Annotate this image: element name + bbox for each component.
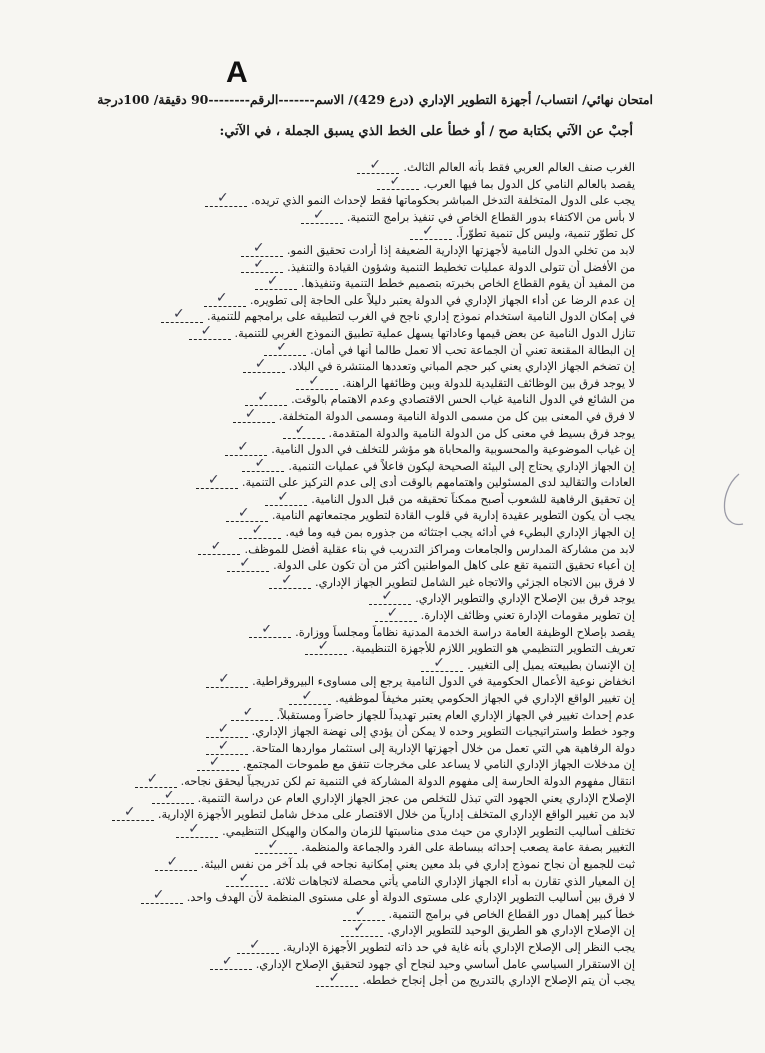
question-item bbox=[60, 442, 635, 459]
checkmark-icon: ✓ bbox=[261, 624, 273, 638]
answer-blank[interactable] bbox=[421, 657, 463, 672]
checkmark-icon: ✓ bbox=[281, 574, 293, 588]
checkmark-icon: ✓ bbox=[173, 309, 185, 323]
question-item bbox=[60, 724, 635, 741]
exam-header: امتحان نهائي/ انتساب/ أجهزة التطوير الإداري (درع 429)/ الاسم-------الرقم--------90 دقيقة/ 100درجة bbox=[97, 92, 653, 107]
question-text: يجب أن يكون التطوير عقيدة إدارية في قلوب القادة لتطوير مجتمعاتهم النامية. bbox=[271, 509, 635, 523]
checkmark-icon: ✓ bbox=[152, 890, 165, 903]
question-text: يوجد فرق بسيط في معنى كل من الدولة النامية والدولة المتقدمة. bbox=[328, 426, 635, 440]
question-text: لا بأس من الاكتفاء بدور القطاع الخاص في تنفيذ برامج التنمية. bbox=[346, 210, 635, 224]
question-item bbox=[60, 243, 635, 260]
answer-blank[interactable] bbox=[269, 574, 311, 589]
question-item bbox=[60, 940, 635, 957]
checkmark-icon: ✓ bbox=[433, 657, 445, 671]
answer-blank[interactable] bbox=[343, 906, 385, 921]
answer-blank[interactable] bbox=[189, 325, 231, 340]
question-item bbox=[60, 840, 635, 857]
answer-blank[interactable] bbox=[225, 442, 267, 456]
question-text: في إمكان الدول النامية استخدام نموذج إداري ناجح في الغرب لتطبيقه على برامجهم للتنمية. bbox=[207, 310, 635, 324]
answer-blank[interactable] bbox=[239, 525, 281, 539]
question-item bbox=[60, 907, 635, 924]
question-item bbox=[60, 459, 635, 476]
answer-blank[interactable] bbox=[231, 707, 273, 721]
answer-blank[interactable] bbox=[233, 408, 275, 423]
answer-blank[interactable] bbox=[206, 740, 248, 755]
answer-blank[interactable] bbox=[377, 176, 419, 190]
question-text: تعريف التطوير التنظيمي هو التطوير اللازم للأجهزة التنظيمية. bbox=[351, 642, 635, 656]
answer-blank[interactable] bbox=[296, 375, 338, 390]
checkmark-icon: ✓ bbox=[217, 724, 230, 737]
question-item bbox=[60, 674, 635, 691]
answer-blank[interactable] bbox=[241, 242, 283, 257]
question-text: دولة الرفاهية هي التي تعمل من خلال أجهزتها الإدارية إلى استثمار مواردها المتاحة. bbox=[251, 741, 635, 755]
question-text: تختلف أساليب التطوير الإداري من حيث مدى مناسبتها للزمان والمكان والهيكل التنظيمي. bbox=[222, 824, 635, 838]
question-text: إن الجهاز الإداري البطيء في أدائه يجب اجتثاثه من جذوره بمن فيه وما فيه. bbox=[285, 526, 635, 540]
checkmark-icon: ✓ bbox=[208, 757, 221, 771]
checkmark-icon: ✓ bbox=[328, 973, 341, 986]
question-text: إن مدخلات الجهاز الإداري النامي لا يساعد على مخرجات تتفق مع طموحات المجتمع. bbox=[242, 758, 635, 772]
answer-blank[interactable] bbox=[249, 624, 291, 638]
question-text: يجب النظر إلى الإصلاح الإداري بأنه غاية في حد ذاته لتطوير الأجهزة الإدارية. bbox=[282, 940, 635, 954]
answer-blank[interactable] bbox=[210, 956, 252, 970]
question-text: يقصد بإصلاح الوظيفة العامة دراسة الخدمة المدنية نظاماً ومجلساً ووزارة. bbox=[295, 625, 635, 639]
question-text: لابد من مشاركة المدارس والجامعات ومراكز التدريب في بناء عقلية أفضل للموظف. bbox=[244, 542, 635, 556]
question-item bbox=[60, 591, 635, 608]
checkmark-icon: ✓ bbox=[163, 790, 176, 804]
answer-blank[interactable] bbox=[410, 226, 452, 240]
question-item bbox=[60, 276, 635, 293]
question-item bbox=[60, 210, 635, 227]
checkmark-icon: ✓ bbox=[252, 242, 265, 256]
question-text: كل تطوّر تنمية، وليس كل تنمية تطوّراً. bbox=[455, 227, 635, 241]
answer-blank[interactable] bbox=[206, 674, 248, 688]
question-text: خطأ كبير إهمال دور القطاع الخاص في برامج التنمية. bbox=[388, 907, 635, 921]
question-text: لا فرق بين أساليب التطوير الإداري على مستوى الدولة أو على مستوى المنظمة لأن الهدف واحد. bbox=[186, 891, 635, 905]
question-text: لابد من تغيير الواقع الإداري المتخلف إدارياً من خلال الاقتصار على مدخل شامل لتطوير الأجهزة الإدارية. bbox=[157, 808, 635, 822]
answer-blank[interactable] bbox=[155, 856, 197, 871]
question-text: العادات والتقاليد لدى المسئولين واهتمامهم بالوقت أدى إلى عدم التركيز على التنمية. bbox=[241, 476, 635, 490]
question-text: الإصلاح الإداري يعني الجهود التي تبذل للتخلص من عجز الجهاز الإداري العام عن دراسة التنمية. bbox=[197, 791, 635, 805]
question-item bbox=[60, 708, 635, 725]
question-text: الغرب صنف العالم العربي فقط بأنه العالم الثالث. bbox=[403, 161, 635, 174]
question-text: إن تطوير مقومات الإدارة تعني وظائف الإدارة. bbox=[420, 609, 635, 623]
question-item bbox=[60, 409, 635, 426]
answer-blank[interactable] bbox=[289, 691, 331, 705]
answer-blank[interactable] bbox=[152, 790, 194, 804]
question-text: إن غياب الموضوعية والمحسوبية والمحاباة هو مؤشر للتخلف في الدول النامية. bbox=[271, 443, 635, 457]
question-text: من الأفضل أن تتولى الدولة عمليات تخطيط التنمية وشؤون القيادة والتنفيذ. bbox=[287, 260, 635, 274]
answer-blank[interactable] bbox=[198, 541, 240, 555]
question-text: تنازل الدول النامية عن بعض قيمها وعاداتها يسهل عملية تطبيق النموذج الغربي للتنمية. bbox=[234, 326, 635, 340]
margin-scribble bbox=[719, 470, 747, 530]
checkmark-icon: ✓ bbox=[257, 392, 269, 406]
checkmark-icon: ✓ bbox=[253, 259, 265, 273]
question-text: عدم إحداث تغيير في الجهاز الإداري العام يعتبر تهديداً للجهاز حاضراً ومستقبلاً. bbox=[276, 708, 635, 722]
checkmark-icon: ✓ bbox=[267, 840, 279, 854]
checkmark-icon: ✓ bbox=[386, 608, 399, 621]
question-item bbox=[60, 492, 635, 509]
checkmark-icon: ✓ bbox=[266, 276, 279, 289]
answer-blank[interactable] bbox=[245, 392, 287, 406]
checkmark-icon: ✓ bbox=[238, 873, 251, 887]
answer-blank[interactable] bbox=[243, 359, 285, 373]
checkmark-icon: ✓ bbox=[248, 939, 261, 953]
question-item bbox=[60, 757, 635, 774]
checkmark-icon: ✓ bbox=[354, 906, 367, 920]
answer-blank[interactable] bbox=[301, 209, 343, 224]
checkmark-icon: ✓ bbox=[369, 160, 382, 173]
question-item bbox=[60, 326, 635, 343]
question-text: يوجد فرق بين الإصلاح الإداري والتطوير الإداري. bbox=[415, 592, 635, 606]
question-item bbox=[60, 226, 635, 243]
checkmark-icon: ✓ bbox=[200, 325, 213, 339]
question-item bbox=[60, 874, 635, 891]
question-text: إن الجهاز الإداري يحتاج إلى البيئة الصحيحة ليكون فاعلاً في عمليات التنمية. bbox=[288, 459, 635, 473]
question-item bbox=[60, 260, 635, 277]
question-item bbox=[60, 608, 635, 625]
checkmark-icon: ✓ bbox=[215, 292, 228, 306]
question-text: إن الإصلاح الإداري هو الطريق الوحيد للتطوير الإداري. bbox=[387, 924, 635, 938]
answer-blank[interactable] bbox=[369, 591, 411, 605]
question-item bbox=[60, 741, 635, 758]
checkmark-icon: ✓ bbox=[239, 558, 251, 572]
checkmark-icon: ✓ bbox=[251, 525, 264, 538]
answer-blank[interactable] bbox=[226, 508, 268, 522]
checkmark-icon: ✓ bbox=[221, 956, 234, 970]
question-text: ثبت للجميع أن نجاح نموذج إداري في بلد معين يعني إمكانية نجاحه في بلد آخر من نفس البيئة. bbox=[200, 857, 635, 871]
checkmark-icon: ✓ bbox=[276, 342, 288, 356]
checkmark-icon: ✓ bbox=[254, 458, 267, 472]
question-text: يجب على الدول المتخلفة التدخل المباشر بحكوماتها فقط لإحداث النمو الذي تريده. bbox=[251, 194, 635, 208]
checkmark-icon: ✓ bbox=[254, 359, 267, 372]
answer-blank[interactable] bbox=[283, 425, 325, 439]
question-text: إن تحقيق الرفاهية للشعوب أصبح ممكناً تحقيقه من قبل الدول النامية. bbox=[311, 492, 635, 506]
question-item bbox=[60, 359, 635, 376]
question-item bbox=[60, 575, 635, 592]
exam-instruction: أجبْ عن الآتي بكتابة صح / أو خطأ على الخط الذي يسبق الجملة ، في الآتي: bbox=[219, 124, 633, 139]
question-text: إن الإنسان بطبيعته يميل إلى التغيير. bbox=[467, 658, 635, 672]
answer-blank[interactable] bbox=[241, 259, 283, 273]
answer-blank[interactable] bbox=[204, 292, 246, 307]
checkmark-icon: ✓ bbox=[123, 807, 136, 820]
question-item bbox=[60, 824, 635, 841]
answer-blank[interactable] bbox=[205, 193, 247, 207]
checkmark-icon: ✓ bbox=[294, 425, 307, 439]
answer-blank[interactable] bbox=[161, 309, 203, 323]
answer-blank[interactable] bbox=[341, 923, 383, 937]
question-text: لا فرق في المعنى بين كل من مسمى الدولة النامية ومسمى الدولة المتخلفة. bbox=[278, 409, 635, 423]
question-item bbox=[60, 791, 635, 808]
answer-blank[interactable] bbox=[357, 160, 399, 174]
question-list bbox=[60, 160, 635, 990]
answer-blank[interactable] bbox=[375, 608, 417, 622]
answer-blank[interactable] bbox=[316, 973, 358, 987]
question-item bbox=[60, 525, 635, 542]
checkmark-icon: ✓ bbox=[242, 707, 255, 721]
question-item bbox=[60, 293, 635, 310]
question-text: إن عدم الرضا عن أداء الجهاز الإداري في الدولة يعتبر دليلاً على الحاجة إلى تطويره. bbox=[249, 293, 635, 307]
question-item bbox=[60, 807, 635, 824]
question-text: انتقال مفهوم الدولة الحارسة إلى مفهوم الدولة المشاركة في التنمية تم لكن تدريجياً ليحقق نجاحه. bbox=[180, 774, 635, 788]
checkmark-icon: ✓ bbox=[237, 508, 250, 522]
checkmark-icon: ✓ bbox=[146, 773, 159, 787]
checkmark-icon: ✓ bbox=[210, 541, 223, 555]
checkmark-icon: ✓ bbox=[317, 641, 330, 655]
answer-blank[interactable] bbox=[176, 823, 218, 838]
answer-blank[interactable] bbox=[135, 773, 177, 788]
question-item bbox=[60, 508, 635, 525]
answer-blank[interactable] bbox=[265, 491, 307, 506]
question-text: يقصد بالعالم النامي كل الدول بما فيها العرب. bbox=[423, 177, 635, 191]
question-item bbox=[60, 691, 635, 708]
question-text: من المفيد أن يقوم القطاع الخاص بخبرته بتصميم خطط التنمية وتنفيذها. bbox=[300, 277, 635, 291]
question-text: إن تغيير الواقع الإداري في الجهاز الحكومي يعتبر مخيفاً لموظفيه. bbox=[335, 692, 635, 705]
checkmark-icon: ✓ bbox=[301, 691, 313, 704]
question-item bbox=[60, 923, 635, 940]
exam-version-letter: A bbox=[226, 56, 248, 89]
question-item bbox=[60, 658, 635, 675]
checkmark-icon: ✓ bbox=[421, 226, 434, 240]
question-item bbox=[60, 641, 635, 658]
question-item bbox=[60, 857, 635, 874]
answer-blank[interactable] bbox=[141, 890, 183, 904]
question-item bbox=[60, 475, 635, 492]
question-text: من الشائع في الدول النامية غياب الحس الاقتصادي وعدم الاهتمام بالوقت. bbox=[291, 393, 635, 407]
question-item bbox=[60, 392, 635, 409]
checkmark-icon: ✓ bbox=[218, 674, 230, 688]
question-item bbox=[60, 376, 635, 393]
checkmark-icon: ✓ bbox=[277, 491, 289, 505]
question-item bbox=[60, 160, 635, 177]
question-text: لا يوجد فرق بين الوظائف التقليدية للدولة وبين وظائفها الراهنة. bbox=[342, 376, 635, 390]
question-text: إن أعباء تحقيق التنمية تقع على كاهل المواطنين أكثر من أن تكون على الدولة. bbox=[273, 559, 635, 573]
answer-blank[interactable] bbox=[305, 641, 347, 655]
question-text: إن الاستقرار السياسي عامل أساسي وحيد لنجاح أي جهود لتحقيق الإصلاح الإداري. bbox=[255, 957, 635, 971]
answer-blank[interactable] bbox=[196, 475, 238, 489]
question-item bbox=[60, 309, 635, 326]
question-text: إن البطالة المقنعة تعني أن الجماعة تحب ألا تعمل طالما أنها في أمان. bbox=[310, 343, 635, 357]
question-text: إن المعيار الذي تقارن به أداء الجهاز الإداري النامي يأتي محصلة لاتجاهات ثلاثة. bbox=[272, 874, 635, 888]
question-item bbox=[60, 426, 635, 443]
question-text: يجب أن يتم الإصلاح الإداري بالتدريج من أجل إنجاح خططه. bbox=[362, 974, 635, 988]
question-item bbox=[60, 177, 635, 194]
question-text: إن تضخم الجهاز الإداري يعني كبر حجم المباني وتعددها المنتشرة في البلاد. bbox=[288, 360, 635, 374]
checkmark-icon: ✓ bbox=[188, 823, 200, 837]
question-text: وجود خطط واستراتيجيات التطوير وحده لا يمكن أن يؤدي إلى نهضة الجهاز الإداري. bbox=[251, 725, 635, 739]
answer-blank[interactable] bbox=[255, 276, 297, 290]
checkmark-icon: ✓ bbox=[312, 209, 325, 223]
answer-blank[interactable] bbox=[197, 757, 239, 771]
question-text: لا فرق بين الاتجاه الجزئي والاتجاه غير الشامل لتطوير الجهاز الإداري. bbox=[315, 575, 635, 589]
question-item bbox=[60, 957, 635, 974]
answer-blank[interactable] bbox=[112, 807, 154, 821]
question-item bbox=[60, 890, 635, 907]
question-item bbox=[60, 542, 635, 559]
checkmark-icon: ✓ bbox=[217, 740, 230, 754]
answer-blank[interactable] bbox=[227, 558, 269, 572]
answer-blank[interactable] bbox=[255, 840, 297, 854]
checkmark-icon: ✓ bbox=[207, 475, 220, 489]
checkmark-icon: ✓ bbox=[166, 856, 179, 870]
answer-blank[interactable] bbox=[264, 342, 306, 356]
checkmark-icon: ✓ bbox=[237, 442, 249, 455]
question-text: انخفاض نوعية الأعمال الحكومية في الدول النامية يرجع إلى مساوىء البيروقراطية. bbox=[252, 675, 635, 689]
question-item bbox=[60, 625, 635, 642]
checkmark-icon: ✓ bbox=[353, 923, 366, 937]
checkmark-icon: ✓ bbox=[381, 591, 393, 605]
question-item bbox=[60, 343, 635, 360]
question-item bbox=[60, 193, 635, 210]
answer-blank[interactable] bbox=[237, 939, 279, 954]
answer-blank[interactable] bbox=[206, 724, 248, 738]
question-text: التغيير بصفة عامة يصعب إحداثه ببساطة على الفرد والجماعة والمنظمة. bbox=[301, 841, 635, 855]
question-item bbox=[60, 973, 635, 990]
checkmark-icon: ✓ bbox=[244, 408, 257, 422]
checkmark-icon: ✓ bbox=[217, 193, 229, 206]
checkmark-icon: ✓ bbox=[308, 375, 320, 389]
answer-blank[interactable] bbox=[242, 458, 284, 472]
answer-blank[interactable] bbox=[226, 873, 268, 887]
question-text: لابد من تخلي الدول النامية لأجهزتها الإدارية الضعيفة إذا أرادت تحقيق النمو. bbox=[286, 243, 635, 257]
question-item bbox=[60, 558, 635, 575]
checkmark-icon: ✓ bbox=[389, 176, 402, 190]
question-item bbox=[60, 774, 635, 791]
